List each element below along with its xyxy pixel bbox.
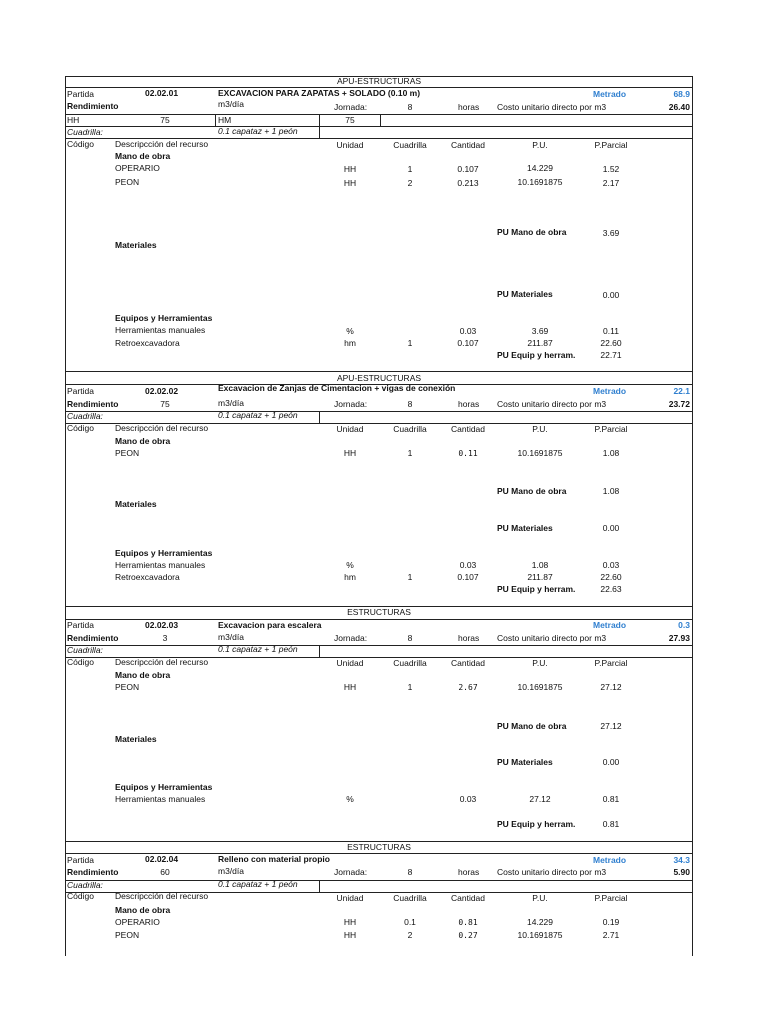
rendimiento-label: Rendimiento — [67, 101, 119, 111]
rendimiento-value: 60 — [160, 867, 170, 877]
pu-equip-label: PU Equip y herram. — [497, 819, 576, 829]
partida-label: Partida — [67, 855, 94, 865]
hdr-descripcion: Descripcción del recurso — [115, 657, 209, 667]
pu-mat-value: 0.00 — [602, 290, 620, 300]
resource-unit: HH — [343, 178, 357, 188]
rendimiento-value: 75 — [160, 399, 170, 409]
resource-name: PEON — [115, 177, 140, 187]
crew-composition: 0.1 capataz + 1 peón — [218, 644, 298, 654]
resource-crew: 2 — [407, 178, 413, 188]
hdr-codigo: Código — [67, 139, 94, 149]
resource-pu: 10.1691875 — [517, 448, 563, 458]
hdr-cantidad: Cantidad — [450, 424, 486, 434]
hdr-pparcial: P.Parcial — [594, 893, 628, 903]
rendimiento-value: 3 — [162, 633, 168, 643]
resource-name: OPERARIO — [115, 917, 160, 927]
hdr-pu: P.U. — [532, 893, 548, 903]
resource-pu: 3.69 — [531, 326, 549, 336]
resource-crew: 1 — [407, 572, 413, 582]
resource-qty: 0.03 — [459, 326, 477, 336]
resource-qty: 2.67 — [458, 683, 478, 692]
rendimiento-label: Rendimiento — [67, 633, 119, 643]
partida-code: 02.02.02 — [145, 386, 179, 396]
resource-partial: 22.60 — [600, 572, 622, 582]
partida-label: Partida — [67, 89, 94, 99]
hdr-cuadrilla: Cuadrilla — [393, 140, 427, 150]
pu-mat-label: PU Materiales — [497, 757, 553, 767]
cost-value: 26.40 — [668, 102, 690, 112]
metrado-label: Metrado — [593, 620, 627, 630]
hm-label: HM — [218, 115, 232, 125]
hdr-pparcial: P.Parcial — [594, 140, 628, 150]
metrado-value: 68.9 — [673, 89, 690, 99]
resource-partial: 1.08 — [602, 448, 620, 458]
mano-obra-heading: Mano de obra — [115, 151, 171, 161]
costo-label: Costo unitario directo por m3 — [497, 867, 607, 877]
horas-label: horas — [458, 633, 480, 643]
section-title: APU-ESTRUCTURAS — [336, 76, 422, 86]
partida-description: Relleno con material propio — [218, 854, 330, 864]
metrado-label: Metrado — [593, 855, 627, 865]
metrado-label: Metrado — [593, 89, 627, 99]
hm-value: 75 — [345, 115, 355, 125]
jornada-value: 8 — [407, 399, 413, 409]
resource-partial: 27.12 — [600, 682, 622, 692]
resource-pu: 1.08 — [531, 560, 549, 570]
pu-equip-value: 22.63 — [600, 584, 622, 594]
costo-label: Costo unitario directo por m3 — [497, 102, 607, 112]
resource-unit: % — [346, 560, 354, 570]
resource-partial: 0.81 — [602, 794, 620, 804]
hdr-pparcial: P.Parcial — [594, 424, 628, 434]
resource-crew: 1 — [407, 164, 413, 174]
unit-rate: m3/día — [218, 99, 244, 109]
horas-label: horas — [458, 399, 480, 409]
unit-rate: m3/día — [218, 866, 244, 876]
resource-unit: hm — [344, 338, 356, 348]
resource-qty: 0.03 — [459, 560, 477, 570]
jornada-label: Jornada: — [334, 633, 368, 643]
crew-composition: 0.1 capataz + 1 peón — [218, 126, 298, 136]
unit-rate: m3/día — [218, 398, 244, 408]
resource-pu: 14.229 — [527, 163, 553, 173]
cost-value: 5.90 — [673, 867, 690, 877]
cuadrilla-label: Cuadrilla: — [67, 645, 103, 655]
metrado-value: 22.1 — [673, 386, 690, 396]
mano-obra-heading: Mano de obra — [115, 670, 171, 680]
resource-partial: 2.17 — [602, 178, 620, 188]
horas-label: horas — [458, 102, 480, 112]
crew-composition: 0.1 capataz + 1 peón — [218, 410, 298, 420]
resource-name: PEON — [115, 682, 140, 692]
pu-mat-label: PU Materiales — [497, 289, 553, 299]
hdr-cuadrilla: Cuadrilla — [393, 893, 427, 903]
pu-mano-label: PU Mano de obra — [497, 721, 567, 731]
resource-crew: 1 — [407, 682, 413, 692]
resource-pu: 10.1691875 — [517, 177, 563, 187]
cuadrilla-label: Cuadrilla: — [67, 880, 103, 890]
hdr-cuadrilla: Cuadrilla — [393, 424, 427, 434]
resource-crew: 2 — [407, 930, 413, 940]
resource-name: Herramientas manuales — [115, 560, 206, 570]
hdr-unidad: Unidad — [336, 658, 364, 668]
equipos-heading: Equipos y Herramientas — [115, 548, 213, 558]
materiales-heading: Materiales — [115, 499, 157, 509]
hdr-cantidad: Cantidad — [450, 658, 486, 668]
pu-equip-value: 22.71 — [600, 350, 622, 360]
hdr-descripcion: Descripcción del recurso — [115, 891, 209, 901]
hdr-pu: P.U. — [532, 140, 548, 150]
resource-name: Herramientas manuales — [115, 794, 206, 804]
section-title: ESTRUCTURAS — [347, 607, 411, 617]
hdr-unidad: Unidad — [336, 893, 364, 903]
resource-crew: 0.1 — [404, 917, 416, 927]
rendimiento-label: Rendimiento — [67, 867, 119, 877]
pu-mano-value: 3.69 — [602, 228, 620, 238]
resource-unit: % — [346, 794, 354, 804]
resource-qty: 0.27 — [458, 931, 478, 940]
resource-partial: 1.52 — [602, 164, 620, 174]
hdr-codigo: Código — [67, 891, 94, 901]
resource-pu: 10.1691875 — [517, 930, 563, 940]
costo-label: Costo unitario directo por m3 — [497, 633, 607, 643]
resource-name: Herramientas manuales — [115, 325, 206, 335]
hh-label: HH — [67, 115, 80, 125]
metrado-value: 34.3 — [673, 855, 690, 865]
unit-rate: m3/día — [218, 632, 244, 642]
partida-label: Partida — [67, 620, 94, 630]
hh-value: 75 — [160, 115, 170, 125]
hdr-unidad: Unidad — [336, 140, 364, 150]
hdr-pparcial: P.Parcial — [594, 658, 628, 668]
resource-name: PEON — [115, 930, 140, 940]
jornada-label: Jornada: — [334, 399, 368, 409]
hdr-descripcion: Descripcción del recurso — [115, 423, 209, 433]
materiales-heading: Materiales — [115, 734, 157, 744]
crew-composition: 0.1 capataz + 1 peón — [218, 879, 298, 889]
resource-crew: 1 — [407, 448, 413, 458]
jornada-value: 8 — [407, 867, 413, 877]
resource-unit: hm — [344, 572, 356, 582]
section-title: APU-ESTRUCTURAS — [336, 373, 422, 383]
resource-qty: 0.213 — [457, 178, 479, 188]
partida-description: EXCAVACION PARA ZAPATAS + SOLADO (0.10 m) — [218, 88, 421, 98]
cuadrilla-label: Cuadrilla: — [67, 411, 103, 421]
equipos-heading: Equipos y Herramientas — [115, 313, 213, 323]
pu-mat-value: 0.00 — [602, 523, 620, 533]
jornada-value: 8 — [407, 633, 413, 643]
resource-unit: HH — [343, 682, 357, 692]
resource-crew: 1 — [407, 338, 413, 348]
jornada-value: 8 — [407, 102, 413, 112]
pu-equip-label: PU Equip y herram. — [497, 350, 576, 360]
cuadrilla-label: Cuadrilla: — [67, 127, 103, 137]
resource-qty: 0.81 — [458, 918, 478, 927]
resource-unit: HH — [343, 448, 357, 458]
hdr-unidad: Unidad — [336, 424, 364, 434]
resource-unit: HH — [343, 917, 357, 927]
resource-partial: 0.11 — [603, 326, 619, 336]
horas-label: horas — [458, 867, 480, 877]
metrado-value: 0.3 — [678, 620, 690, 630]
partida-label: Partida — [67, 386, 94, 396]
resource-unit: % — [346, 326, 354, 336]
pu-mat-label: PU Materiales — [497, 523, 553, 533]
pu-mano-label: PU Mano de obra — [497, 486, 567, 496]
jornada-label: Jornada: — [334, 102, 368, 112]
partida-code: 02.02.03 — [145, 620, 179, 630]
resource-qty: 0.107 — [457, 572, 479, 582]
resource-partial: 0.03 — [602, 560, 620, 570]
hdr-cuadrilla: Cuadrilla — [393, 658, 427, 668]
hdr-codigo: Código — [67, 657, 94, 667]
pu-mat-value: 0.00 — [602, 757, 620, 767]
resource-pu: 211.87 — [527, 338, 553, 348]
partida-description: Excavacion de Zanjas de Cimentacion + vigas de conexión — [218, 383, 456, 393]
mano-obra-heading: Mano de obra — [115, 436, 171, 446]
partida-description: Excavacion para escalera — [218, 620, 322, 630]
section-title: ESTRUCTURAS — [347, 842, 411, 852]
mano-obra-heading: Mano de obra — [115, 905, 171, 915]
hdr-descripcion: Descripcción del recurso — [115, 139, 209, 149]
pu-mano-value: 1.08 — [602, 486, 620, 496]
materiales-heading: Materiales — [115, 240, 157, 250]
resource-unit: HH — [343, 930, 357, 940]
pu-mano-label: PU Mano de obra — [497, 227, 567, 237]
hdr-pu: P.U. — [532, 424, 548, 434]
pu-equip-value: 0.81 — [602, 819, 620, 829]
resource-partial: 2.71 — [602, 930, 620, 940]
resource-name: Retroexcavadora — [115, 338, 180, 348]
resource-qty: 0.11 — [458, 449, 478, 458]
resource-qty: 0.107 — [457, 338, 479, 348]
hdr-cantidad: Cantidad — [450, 140, 486, 150]
costo-label: Costo unitario directo por m3 — [497, 399, 607, 409]
cost-value: 27.93 — [668, 633, 690, 643]
hdr-cantidad: Cantidad — [450, 893, 486, 903]
resource-partial: 22.60 — [600, 338, 622, 348]
cost-value: 23.72 — [668, 399, 690, 409]
resource-pu: 27.12 — [529, 794, 551, 804]
hdr-codigo: Código — [67, 423, 94, 433]
pu-mano-value: 27.12 — [600, 721, 622, 731]
partida-code: 02.02.04 — [145, 854, 179, 864]
resource-pu: 211.87 — [527, 572, 553, 582]
resource-pu: 10.1691875 — [517, 682, 563, 692]
resource-name: Retroexcavadora — [115, 572, 180, 582]
resource-qty: 0.03 — [459, 794, 477, 804]
resource-name: PEON — [115, 448, 140, 458]
resource-qty: 0.107 — [457, 164, 479, 174]
metrado-label: Metrado — [593, 386, 627, 396]
resource-partial: 0.19 — [602, 917, 620, 927]
resource-unit: HH — [343, 164, 357, 174]
jornada-label: Jornada: — [334, 867, 368, 877]
resource-pu: 14.229 — [527, 917, 553, 927]
hdr-pu: P.U. — [532, 658, 548, 668]
pu-equip-label: PU Equip y herram. — [497, 584, 576, 594]
resource-name: OPERARIO — [115, 163, 160, 173]
equipos-heading: Equipos y Herramientas — [115, 782, 213, 792]
rendimiento-label: Rendimiento — [67, 399, 119, 409]
partida-code: 02.02.01 — [145, 88, 179, 98]
